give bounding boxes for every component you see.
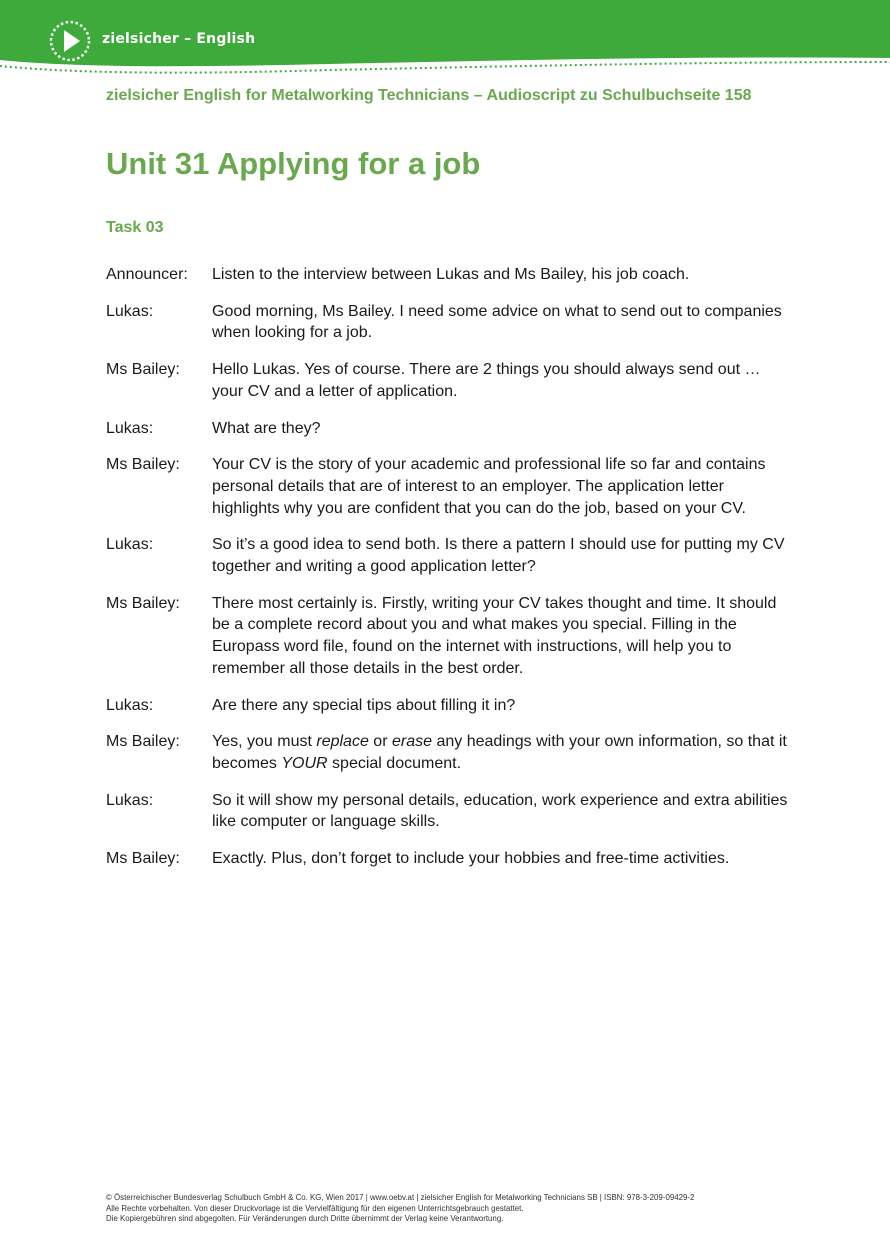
page-title: Unit 31 Applying for a job bbox=[106, 146, 481, 181]
speaker: Lukas: bbox=[106, 696, 154, 714]
line-text: What are they? bbox=[212, 419, 321, 437]
page-subtitle: zielsicher English for Metalworking Technicians – Audioscript zu Schulbuchseite 158 bbox=[106, 87, 752, 104]
dialogue-line bbox=[106, 534, 796, 577]
text-part: Yes, you must bbox=[212, 733, 317, 751]
line-text bbox=[212, 731, 796, 774]
line-text: Exactly. Plus, don’t forget to include your hobbies and free-time activities. bbox=[212, 850, 730, 868]
emphasis-replace: replace bbox=[316, 733, 369, 751]
footer-line: Die Kopiergebühren sind abgegolten. Für Veränderungen durch Dritte übernimmt der Verlag keine Verantwortung. bbox=[106, 1214, 504, 1223]
copyright-footer bbox=[106, 1193, 796, 1225]
line-text: Hello Lukas. Yes of course. There are 2 things you should always send out … your CV and a letter of application. bbox=[212, 361, 761, 400]
speaker: Ms Bailey: bbox=[106, 733, 180, 751]
footer-line: Alle Rechte vorbehalten. Von dieser Druckvorlage ist die Vervielfältigung für den eigenen Unterrichtsgebrauch gestattet. bbox=[106, 1203, 524, 1213]
dialogue-line bbox=[106, 848, 796, 870]
footer-line: © Österreichischer Bundesverlag Schulbuch GmbH & Co. KG, Wien 2017 | www.oebv.at | zielsicher English for Metalworking Technicians SB | ISBN: 978-3-209-09429-2 bbox=[106, 1193, 695, 1202]
dialogue-line bbox=[106, 454, 796, 519]
speaker: Ms Bailey: bbox=[106, 594, 180, 612]
line-text: Your CV is the story of your academic and professional life so far and contains personal details that are of interest to an employer. The application letter highlights why you are confident that you can do the job, based on your CV. bbox=[212, 456, 766, 517]
line-text: Listen to the interview between Lukas and Ms Bailey, his job coach. bbox=[212, 266, 690, 283]
speaker: Lukas: bbox=[106, 419, 154, 437]
speaker: Lukas: bbox=[106, 536, 154, 554]
line-text: There most certainly is. Firstly, writing your CV takes thought and time. It should be a complete record about you and what makes you special. Filling in the Europass word file, found on the internet with instructions, will help you to remember all those details in the best order. bbox=[212, 594, 777, 677]
dialogue-line bbox=[106, 695, 796, 717]
dialogue-line bbox=[106, 418, 796, 440]
dialogue-line bbox=[106, 593, 796, 680]
task-label: Task 03 bbox=[106, 219, 164, 236]
line-text: Good morning, Ms Bailey. I need some advice on what to send out to companies when looking for a job. bbox=[212, 302, 782, 342]
dialogue-line bbox=[106, 731, 796, 774]
dialogue-line bbox=[106, 359, 796, 402]
text-part: or bbox=[368, 733, 392, 751]
dialogue-line bbox=[106, 264, 796, 286]
speaker: Ms Bailey: bbox=[106, 456, 180, 474]
play-icon bbox=[48, 19, 92, 63]
line-text: So it will show my personal details, education, work experience and extra abilities like computer or language skills. bbox=[212, 791, 788, 831]
speaker: Ms Bailey: bbox=[106, 850, 180, 868]
emphasis-your: YOUR bbox=[281, 754, 328, 772]
emphasis-erase: erase bbox=[391, 733, 432, 751]
brand-name: zielsicher – English bbox=[102, 31, 256, 47]
dialogue-line bbox=[106, 301, 796, 344]
text-part: special document. bbox=[327, 754, 462, 772]
speaker: Announcer: bbox=[106, 266, 188, 283]
speaker: Lukas: bbox=[106, 791, 154, 809]
line-text: So it’s a good idea to send both. Is there a pattern I should use for putting my CV together and writing a good application letter? bbox=[212, 536, 785, 576]
line-text: Are there any special tips about filling it in? bbox=[212, 696, 516, 714]
dialogue bbox=[106, 264, 796, 885]
dialogue-line bbox=[106, 790, 796, 833]
text-part: any headings with your own information, so that it becomes bbox=[212, 733, 787, 772]
speaker: Lukas: bbox=[106, 302, 154, 320]
speaker: Ms Bailey: bbox=[106, 361, 180, 379]
